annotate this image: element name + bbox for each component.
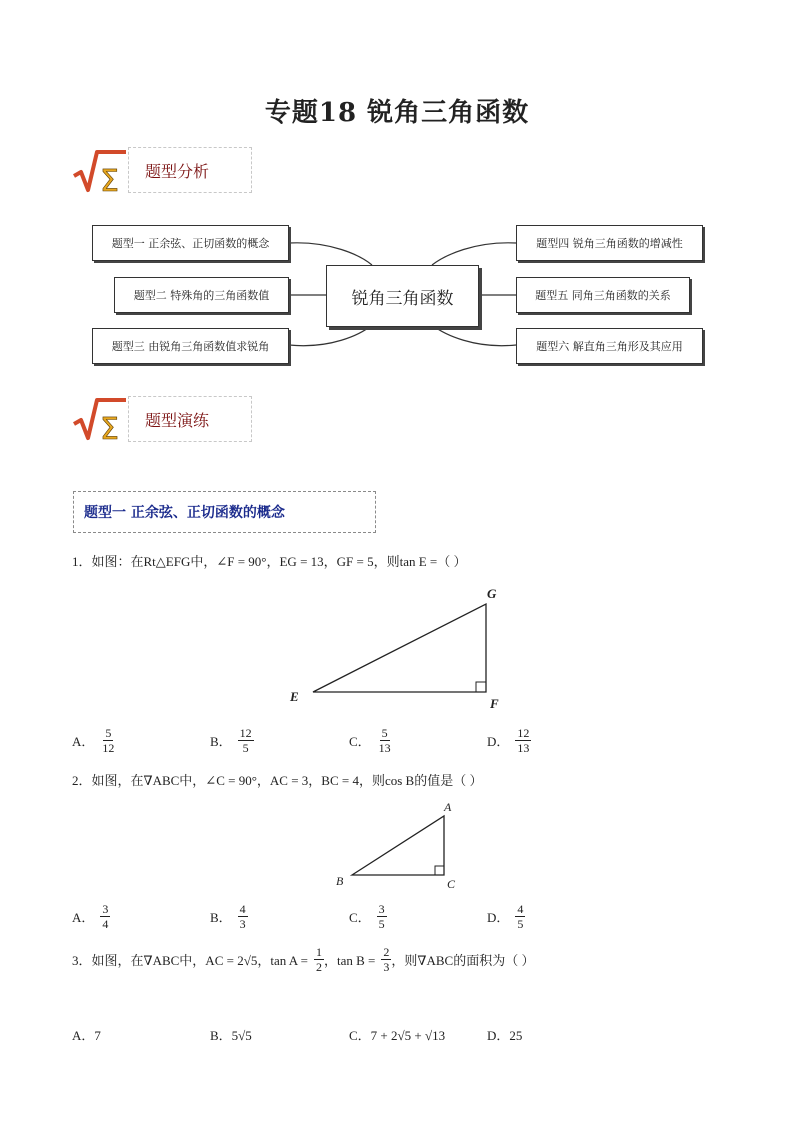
- mindmap-node-type1: 题型一 正余弦、正切函数的概念: [92, 225, 289, 261]
- mindmap-center: 锐角三角函数: [326, 265, 479, 327]
- sqrt-sigma-icon: [72, 148, 128, 198]
- page-title: 专题18 锐角三角函数: [264, 98, 530, 128]
- svg-text:Σ: Σ: [100, 412, 119, 446]
- question-1-text: 1．如图：在Rt△EFG中，∠F = 90°，EG = 13，GF = 5，则tan E =（ ）: [72, 554, 467, 569]
- vertex-f-label: F: [490, 696, 499, 711]
- mindmap-node-type4: 题型四 锐角三角函数的增减性: [516, 225, 703, 261]
- mindmap-node-type3: 题型三 由锐角三角函数值求锐角: [92, 328, 289, 364]
- q3-option-d: D．25: [487, 1028, 523, 1043]
- section-practice-label: 题型演练: [128, 396, 252, 442]
- vertex-a-label: A: [444, 800, 452, 814]
- mindmap-node-type2: 题型二 特殊角的三角函数值: [114, 277, 289, 313]
- triangle-abc-figure: [340, 808, 460, 888]
- q1-option-c: C． $\frac{5}{13}$: [349, 726, 391, 755]
- section-analysis-label: 题型分析: [128, 147, 252, 193]
- question-2-text: 2．如图，在∇ABC中，∠C = 90°，AC = 3，BC = 4，则cos B的值是（ ）: [72, 773, 483, 788]
- q3-option-a: A．7: [72, 1028, 101, 1043]
- mindmap-node-type5: 题型五 同角三角函数的关系: [516, 277, 690, 313]
- type-heading: 题型一 正余弦、正切函数的概念: [73, 491, 376, 533]
- q3-option-b: B．5√5: [210, 1028, 252, 1043]
- q1-option-a: A． $\frac{5}{12}$: [72, 726, 115, 755]
- mindmap-node-type6: 题型六 解直角三角形及其应用: [516, 328, 703, 364]
- vertex-c-label: C: [447, 877, 456, 891]
- question-3-text: 3．如图，在∇ABC中，AC = 2√5，tan A = $\frac{1}{2}$ ，tan B = $\frac{2}{3}$ ，则∇ABC的面积为（ ）: [72, 945, 535, 974]
- vertex-g-label: G: [487, 586, 497, 601]
- triangle-efg-figure: [280, 580, 520, 710]
- vertex-b-label: B: [336, 874, 344, 888]
- sqrt-sigma-icon: [72, 396, 128, 446]
- vertex-e-label: E: [290, 689, 299, 704]
- q1-option-b: B． $\frac{12}{5}$: [210, 726, 252, 755]
- q2-option-a: A． $\frac{3}{4}$: [72, 902, 109, 931]
- q2-option-b: B． $\frac{4}{3}$: [210, 902, 246, 931]
- q2-option-c: C． $\frac{3}{5}$: [349, 902, 385, 931]
- q1-option-d: D． $\frac{12}{13}$: [487, 726, 530, 755]
- q2-option-d: D． $\frac{4}{5}$: [487, 902, 524, 931]
- q3-option-c: C．7 + 2√5 + √13: [349, 1028, 446, 1043]
- svg-text:Σ: Σ: [100, 164, 119, 198]
